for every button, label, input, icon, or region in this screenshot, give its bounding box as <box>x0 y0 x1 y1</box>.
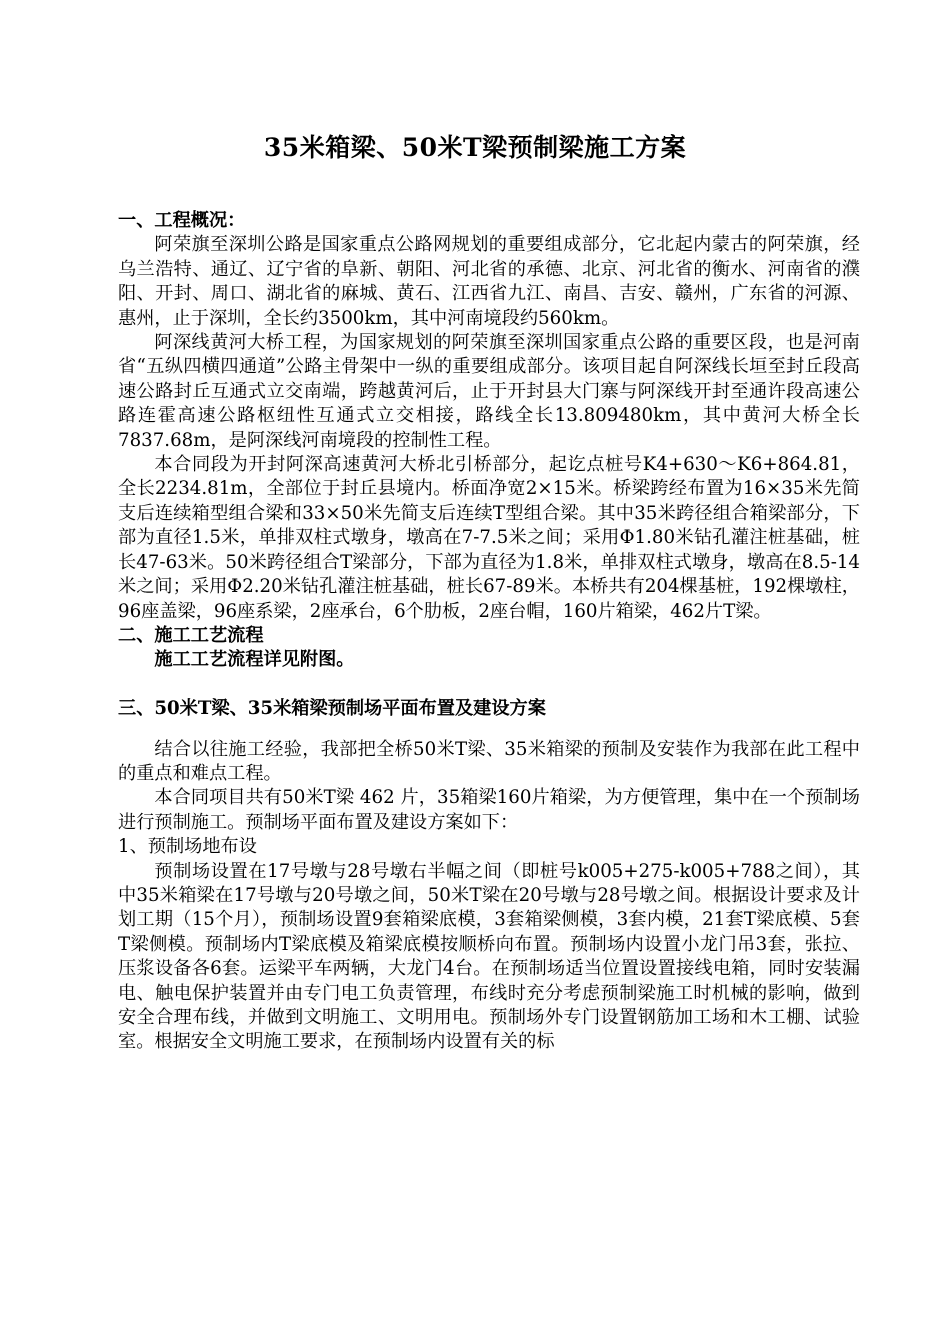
spacer <box>118 673 860 697</box>
section-2-paragraph-1: 施工工艺流程详见附图。 <box>154 649 355 671</box>
document-title: 35米箱梁、50米T梁预制梁施工方案 <box>263 133 687 162</box>
section-1-paragraph-3: 本合同段为开封阿深高速黄河大桥北引桥部分，起讫点桩号K4+630～K6+864.81，全长2234.81m，全部位于封丘县境内。桥面净宽2×15米。桥梁跨经布置为16×35米先简支后连续箱型组合梁和33×50米先简支后连续T型组合梁。其中35米跨径组合箱梁部分，下部为直径1.5米，单排双柱式墩身，墩高在7-7.5米之间；采用Φ1.80米钻孔灌注桩基础，桩长47-63米。50米跨径组合T梁部分，下部为直径为1.8米，单排双柱式墩身，墩高在8.5-14米之间；采用Φ2.20米钻孔灌注桩基础，桩长67-89米。本桥共有204棵基桩，192棵墩柱，96座盖梁，96座系梁，2座承台，6个肋板，2座台帽，160片箱梁，462片T梁。 <box>118 454 860 622</box>
section-3-paragraph-2: 本合同项目共有50米T梁 462 片，35箱梁160片箱梁，为方便管理，集中在一个预制场进行预制施工。预制场平面布置及建设方案如下： <box>118 787 860 833</box>
section-3-paragraph-1: 结合以往施工经验，我部把全桥50米T梁、35米箱梁的预制及安装作为我部在此工程中的重点和难点工程。 <box>118 738 860 784</box>
section-3-heading: 三、50米T梁、35米箱梁预制场平面布置及建设方案 <box>118 698 546 720</box>
section-1-heading: 一、工程概况： <box>118 210 246 231</box>
spacer <box>118 722 860 738</box>
section-3-paragraph-3: 预制场设置在17号墩与28号墩右半幅之间（即桩号k005+275-k005+788之间），其中35米箱梁在17号墩与20号墩之间，50米T梁在20号墩与28号墩之间。根据设计要求及计划工期（15个月），预制场设置9套箱梁底模，3套箱梁侧模，3套内模，21套T梁底模、5套T梁侧模。预制场内T梁底模及箱梁底模按顺桥向布置。预制场内设置小龙门吊3套，张拉、压浆设备各6套。运梁平车两辆，大龙门4台。在预制场适当位置设置接线电箱，同时安装漏电、触电保护装置并由专门电工负责管理，布线时充分考虑预制梁施工时机械的影响，做到安全合理布线，并做到文明施工、文明用电。预制场外专门设置钢筋加工场和木工棚、试验室。根据安全文明施工要求，在预制场内设置有关的标 <box>118 860 860 1053</box>
document-body <box>118 209 860 1055</box>
section-2-heading: 二、施工工艺流程 <box>118 624 264 646</box>
section-3-subheading-1: 1、预制场地布设 <box>118 836 257 858</box>
section-1-paragraph-1: 阿荣旗至深圳公路是国家重点公路网规划的重要组成部分，它北起内蒙古的阿荣旗，经乌兰浩特、通辽、辽宁省的阜新、朝阳、河北省的承德、北京、河北省的衡水、河南省的濮阳、开封、周口、湖北省的麻城、黄石、江西省九江、南昌、吉安、赣州，广东省的河源、惠州，止于深圳，全长约3500km，其中河南境段约560km。 <box>118 234 860 329</box>
section-1-paragraph-2: 阿深线黄河大桥工程，为国家规划的阿荣旗至深圳国家重点公路的重要区段，也是河南省“五纵四横四通道”公路主骨架中一纵的重要组成部分。该项目起自阿深线长垣至封丘段高速公路封丘互通式立交南端，跨越黄河后，止于开封县大门寨与阿深线开封至通许段高速公路连霍高速公路枢纽性互通式立交相接，路线全长13.809480km，其中黄河大桥全长7837.68m，是阿深线河南境段的控制性工程。 <box>118 332 860 451</box>
